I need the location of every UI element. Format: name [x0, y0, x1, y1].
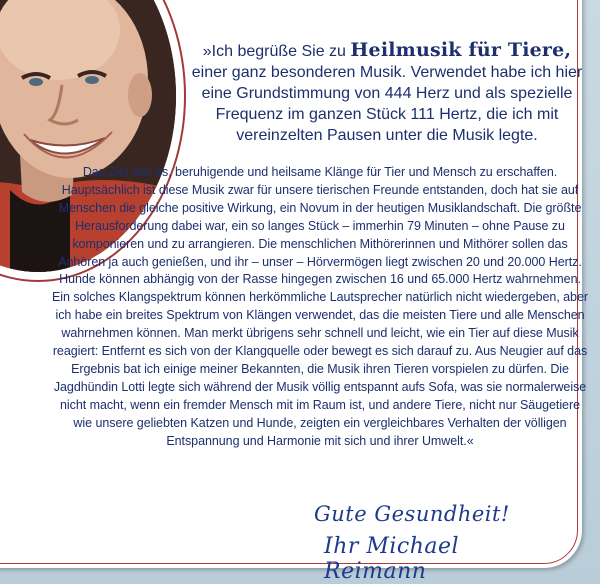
quote-intro-prefix: »Ich begrüße Sie zu — [202, 43, 351, 60]
signature-name: Ihr Michael Reimann — [324, 534, 460, 584]
signature — [308, 500, 568, 584]
quote-intro-rest: einer ganz besonderen Musik. Verwendet habe ich hier eine Grundstimmung von 444 Herz und als spezielle Frequenz im ganzen Stück 111 Hertz, die ich mit vereinzelten Pausen unter die Musik legte. — [191, 64, 583, 144]
signature-greeting: Gute Gesundheit! — [314, 502, 510, 526]
music-title: Heilmusik für Tiere, — [350, 39, 572, 61]
quote-intro — [190, 40, 584, 146]
body-paragraph: Das Ziel war es, beruhigende und heilsame Klänge für Tier und Mensch zu erschaffen. Hauptsächlich ist diese Musik zwar für unsere tierischen Freunde entstanden, doch hat sie auf Menschen die gleiche positive Wirkung, ein Novum in der heutigen Musiklandschaft. Die größte Herausforderung dabei war, ein so langes Stück – immerhin 79 Minuten – ohne Pause zu komponieren und zu arrangieren. Die menschlichen Mithörerinnen und Mithörer sollen das Anhören ja auch genießen, und ihr – unser – Hörvermögen liegt zwischen 20 und 20.000 Hertz. Hunde können abhängig von der Rasse hingegen zwischen 16 und 65.000 Hertz wahrnehmen. Ein solches Klangspektrum können herkömmliche Lautsprecher natürlich nicht wiedergeben, aber ich habe ein breites Spektrum von Klängen verwendet, das die meisten Tiere und alle Menschen wahrnehmen können. Man merkt übrigens sehr schnell und leicht, wie ein Tier auf diese Musik reagiert: Entfernt es sich von der Klangquelle oder bewegt es sich darauf zu. Aus Neugier auf das Ergebnis bat ich einige meiner Bekannten, die Musik ihren Tieren vorspielen zu dürfen. Die Jagdhündin Lotti legte sich während der Musik völlig entspannt aufs Sofa, was sie normalerweise nicht macht, wenn ein fremder Mensch mit im Raum ist, und andere Tiere, nicht nur Säugetiere wie unsere geliebten Katzen und Hunde, zeigten ein vergleichbares Verhalten der völligen Entspannung und Harmonie mit sich und ihrer Umwelt.« — [52, 165, 588, 448]
